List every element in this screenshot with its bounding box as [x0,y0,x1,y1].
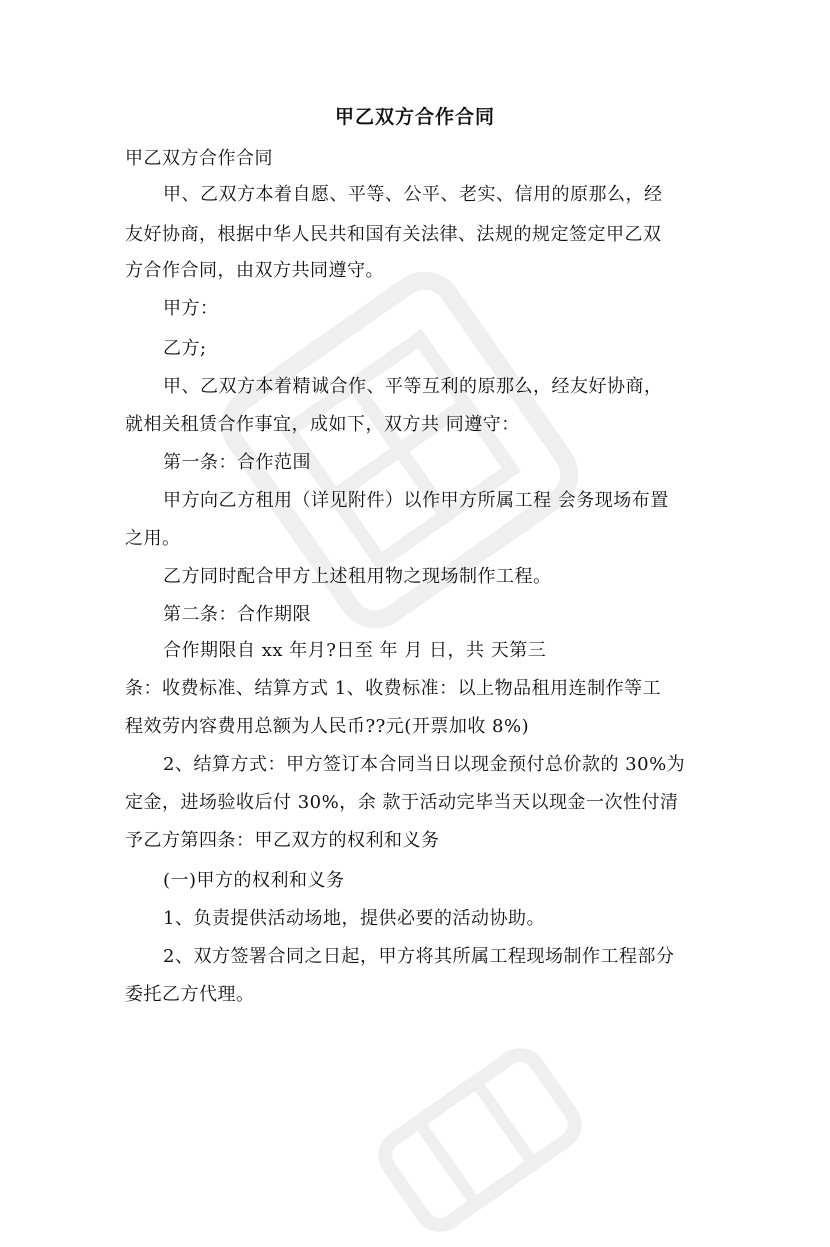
doc-line: 就相关租赁合作事宜，成如下，双方共 同遵守： [125,414,520,435]
doc-line: 程效劳内容费用总额为人民币??元(开票加收 8%) [125,716,530,737]
doc-line: 定金，进场验收后付 30%，余 款于活动完毕当天以现金一次性付清 [125,792,679,813]
watermark-logo [191,241,609,659]
doc-line: (一)甲方的权利和义务 [163,870,345,891]
doc-line: 甲方： [163,298,219,319]
doc-line: 予乙方第四条：甲乙双方的权利和义务 [125,830,440,851]
doc-line: 甲、乙双方本着精诚合作、平等互利的原那么，经友好协商， [163,376,663,397]
doc-line: 甲、乙双方本着自愿、平等、公平、老实、信用的原那么，经 [163,184,663,205]
doc-line: 乙方同时配合甲方上述租用物之现场制作工程。 [163,566,552,587]
doc-line: 1、负责提供活动场地，提供必要的活动协助。 [163,908,545,929]
doc-line: 2、双方签署合同之日起，甲方将其所属工程现场制作工程部分 [163,946,675,967]
doc-line: 条：收费标准、结算方式 1、收费标准：以上物品租用连制作等工 [125,678,662,699]
doc-line: 合作期限自 xx 年月?日至 年 月 日，共 天第三 [163,640,547,661]
doc-line: 第二条：合作期限 [163,604,311,625]
doc-line: 方合作合同，由双方共同遵守。 [125,260,384,281]
doc-line: 委托乙方代理。 [125,984,255,1005]
doc-line: 甲乙双方合作合同 [125,148,273,169]
doc-line: 甲方向乙方租用（详见附件）以作甲方所属工程 会务现场布置 [163,490,669,511]
doc-line: 2、结算方式：甲方签订本合同当日以现金预付总价款的 30%为 [163,754,686,775]
doc-line: 第一条：合作范围 [163,452,311,473]
doc-line: 友好协商，根据中华人民共和国有关法律、法规的规定签定甲乙双 [125,224,662,245]
doc-line: 乙方; [163,338,207,359]
watermark-logo-bottom [364,1033,597,1246]
doc-line: 之用。 [125,528,181,549]
document-title: 甲乙双方合作合同 [334,106,495,128]
